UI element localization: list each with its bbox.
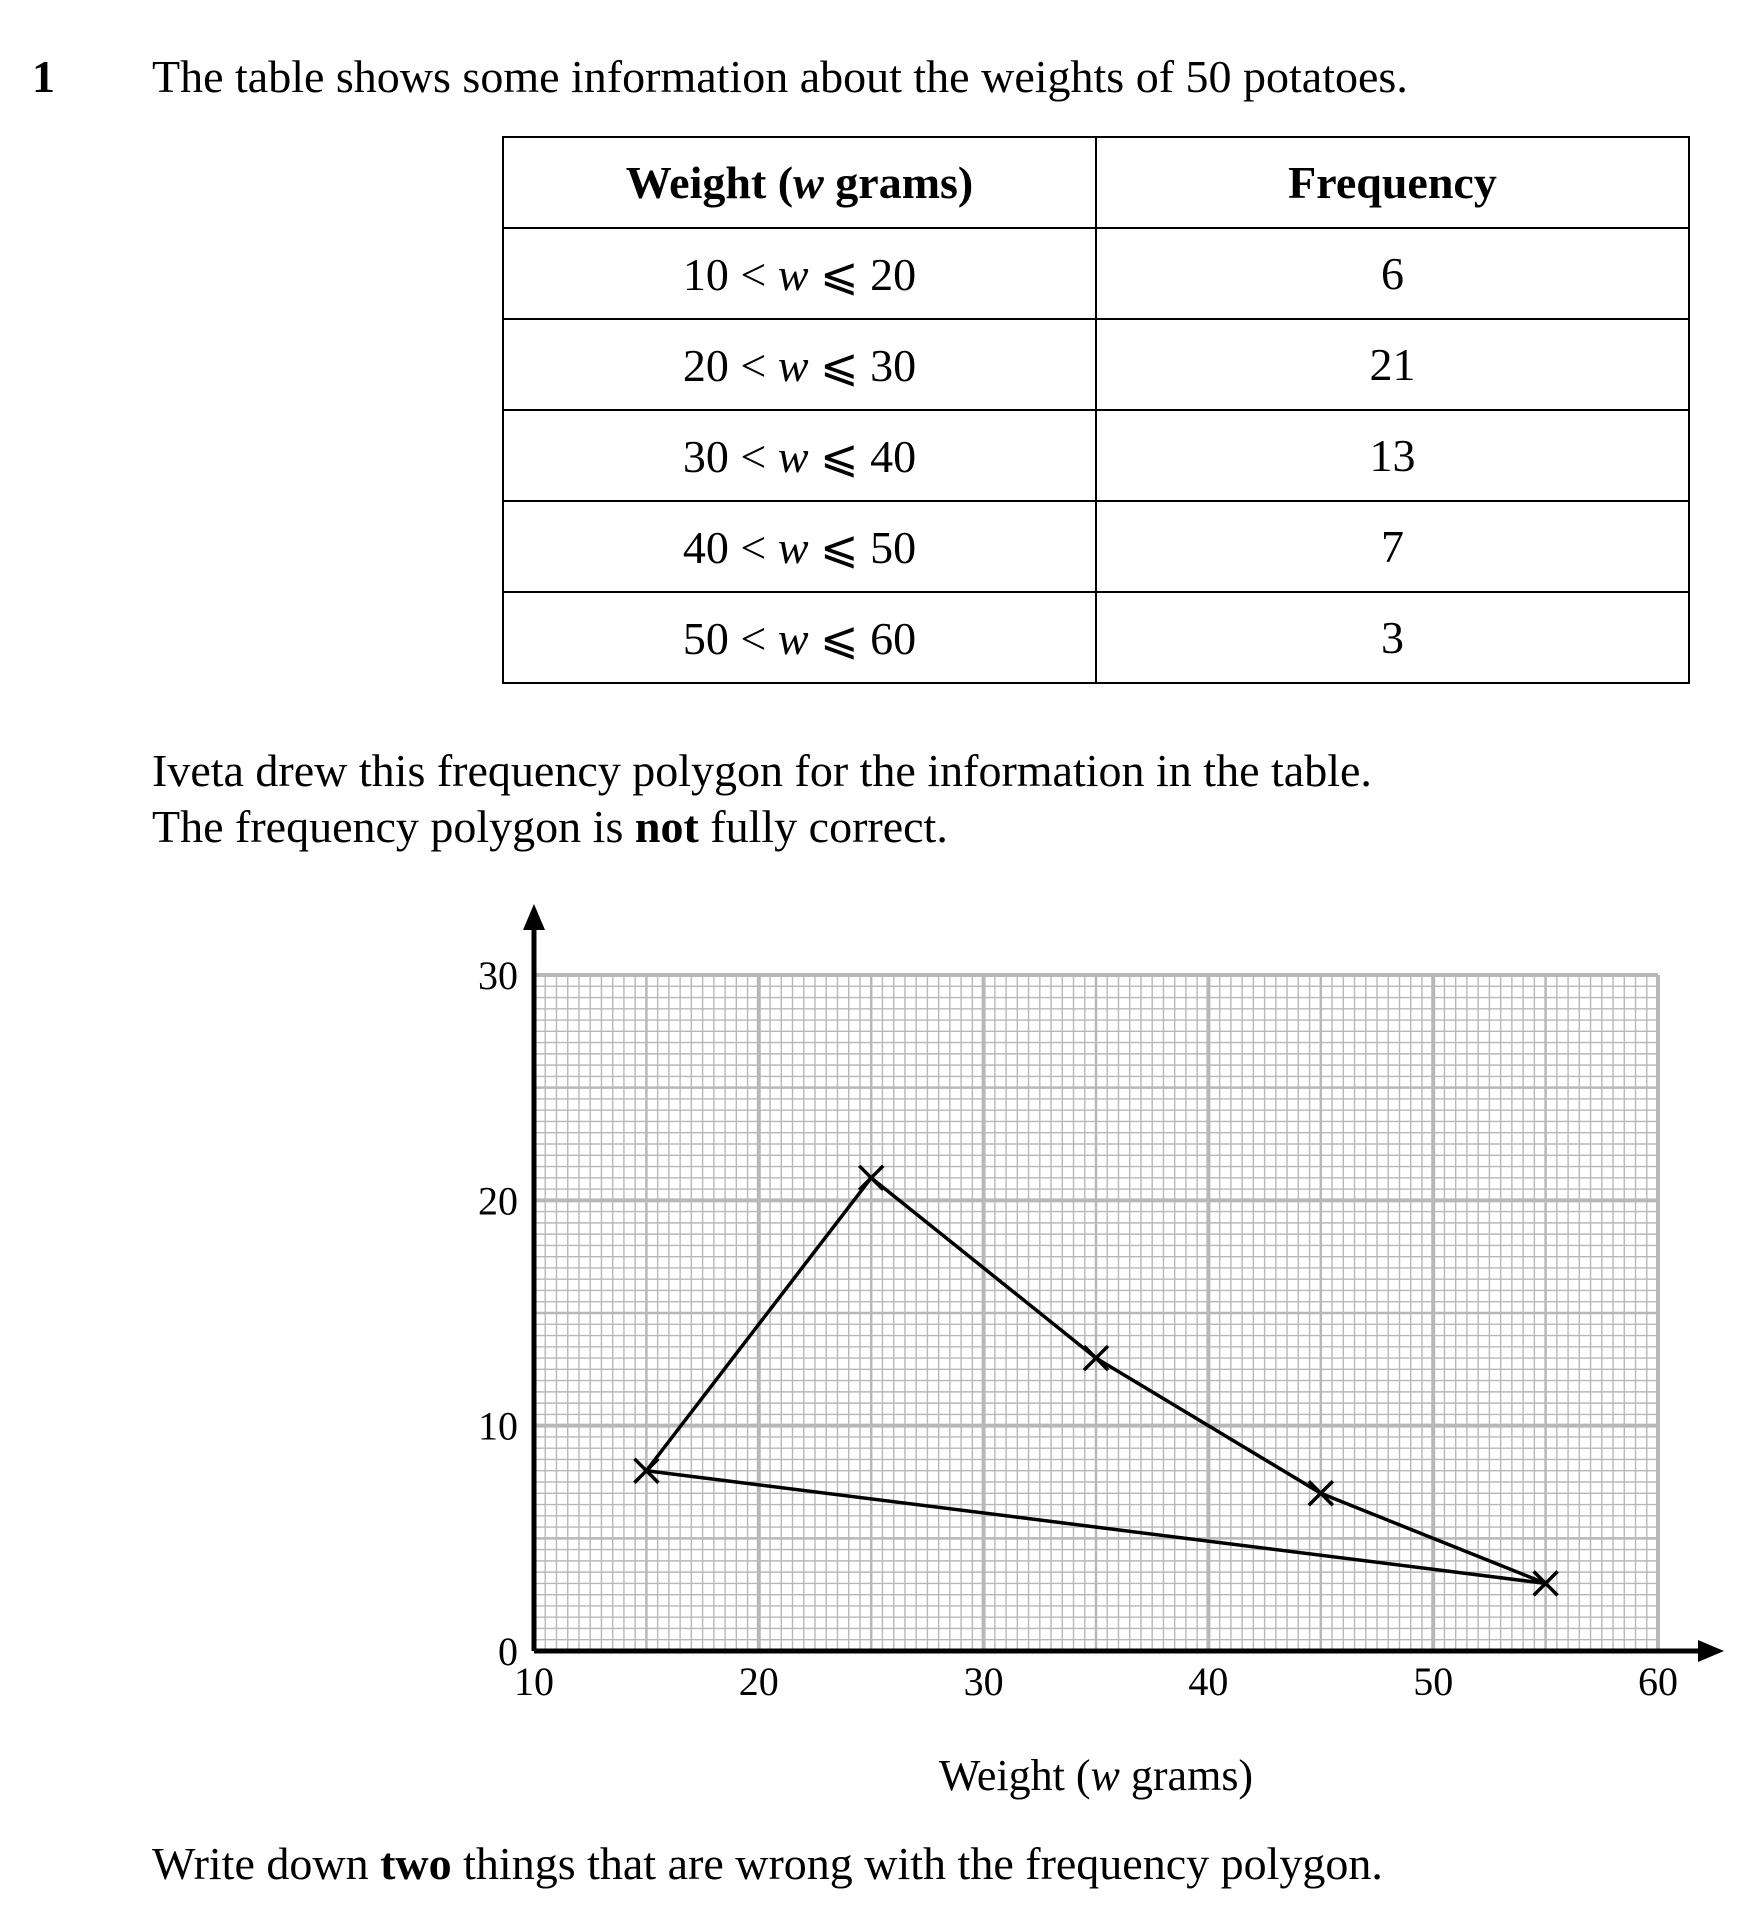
y-tick-label: 10 — [478, 1403, 518, 1449]
frequency-column-header: Frequency — [1096, 137, 1689, 228]
x-tick-label: 30 — [963, 1659, 1004, 1704]
x-tick-label: 50 — [1413, 1659, 1454, 1704]
x-tick-label: 10 — [514, 1659, 554, 1704]
frequency-cell: 3 — [1096, 592, 1689, 683]
y-tick-label: 30 — [478, 953, 518, 998]
weight-class-cell: 50 < w ⩽ 60 — [503, 592, 1096, 683]
y-tick-label: 0 — [498, 1629, 518, 1674]
y-axis-arrow — [523, 904, 545, 930]
weight-column-header: Weight (w grams) — [503, 137, 1096, 228]
y-tick-label: 20 — [478, 1178, 518, 1224]
x-tick-label: 20 — [738, 1659, 779, 1704]
weight-class-cell: 20 < w ⩽ 30 — [503, 319, 1096, 410]
intro-text: The table shows some information about the weights of 50 potatoes. — [152, 51, 1408, 102]
description-line-2: The frequency polygon is not fully correct. — [152, 801, 948, 852]
frequency-cell: 21 — [1096, 319, 1689, 410]
x-axis-arrow — [1698, 1640, 1724, 1662]
question-number: 1 — [32, 51, 55, 102]
x-axis-label: Weight (w grams) — [938, 1751, 1254, 1800]
x-tick-label: 40 — [1188, 1659, 1229, 1704]
frequency-cell: 7 — [1096, 501, 1689, 592]
frequency-cell: 6 — [1096, 228, 1689, 319]
weight-class-cell: 30 < w ⩽ 40 — [503, 410, 1096, 501]
description-line-1: Iveta drew this frequency polygon for the information in the table. — [152, 745, 1372, 796]
x-tick-label: 60 — [1638, 1659, 1678, 1704]
weight-class-cell: 40 < w ⩽ 50 — [503, 501, 1096, 592]
weight-class-cell: 10 < w ⩽ 20 — [503, 228, 1096, 319]
task-text: Write down two things that are wrong with the frequency polygon. — [152, 1838, 1383, 1889]
frequency-cell: 13 — [1096, 410, 1689, 501]
